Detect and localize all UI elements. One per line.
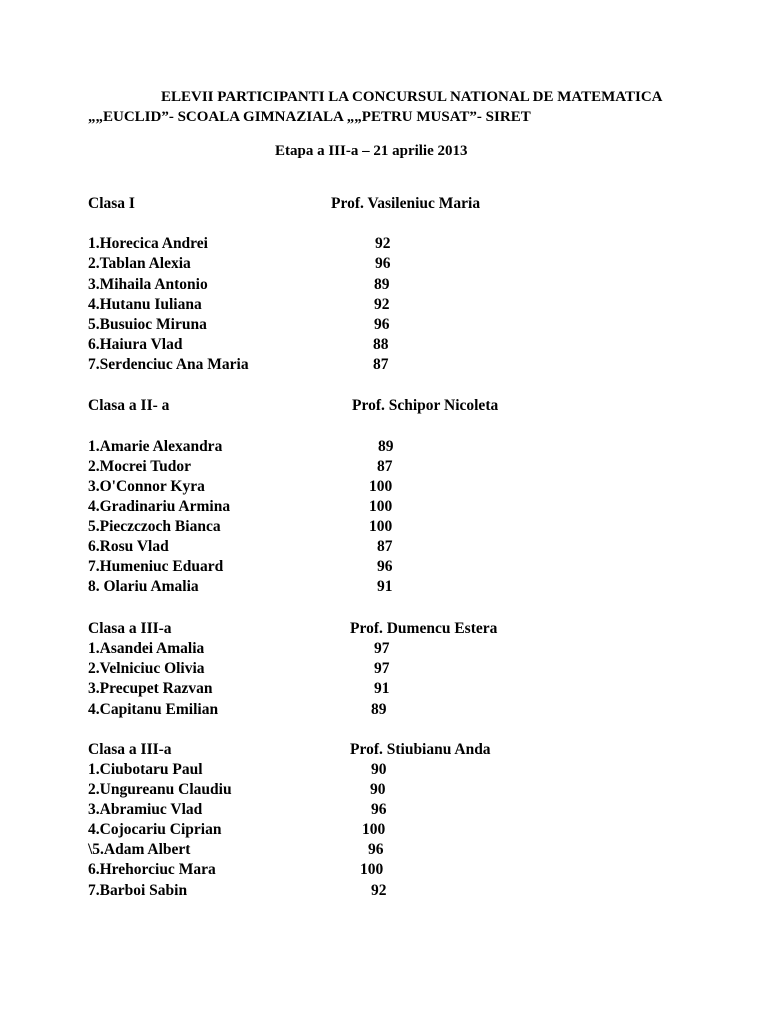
document-subtitle: Etapa a III-a – 21 aprilie 2013: [275, 143, 468, 159]
student-name: 6.Haiura Vlad: [88, 336, 183, 353]
student-score: 91: [374, 680, 390, 697]
student-name: 6.Hrehorciuc Mara: [88, 861, 216, 878]
document-title-line2: „„EUCLID”- SCOALA GIMNAZIALA „„PETRU MUSAT”- SIRET: [88, 109, 531, 125]
student-name: 4.Gradinariu Armina: [88, 498, 231, 515]
student-score: 87: [377, 538, 393, 555]
student-name: 1.Horecica Andrei: [88, 235, 208, 252]
student-score: 92: [375, 235, 391, 252]
student-score: 91: [377, 578, 393, 595]
student-name: 2.Velniciuc Olivia: [88, 660, 205, 677]
student-score: 96: [375, 255, 391, 272]
teacher-name: Prof. Dumencu Estera: [350, 620, 498, 637]
student-name: 3.Abramiuc Vlad: [88, 801, 203, 818]
teacher-name: Prof. Vasileniuc Maria: [331, 195, 481, 212]
student-score: 96: [368, 841, 384, 858]
class-label: Clasa a III-a: [88, 620, 172, 637]
class-label: Clasa I: [88, 195, 135, 212]
student-score: 100: [369, 498, 393, 515]
student-name: 1.Ciubotaru Paul: [88, 761, 203, 778]
student-score: 90: [371, 761, 387, 778]
student-name: 4.Hutanu Iuliana: [88, 296, 202, 313]
student-score: 97: [374, 660, 390, 677]
student-score: 92: [374, 296, 390, 313]
student-name: 7.Humeniuc Eduard: [88, 558, 224, 575]
student-score: 96: [377, 558, 393, 575]
student-name: \5.Adam Albert: [88, 841, 191, 858]
document-title-line1: ELEVII PARTICIPANTI LA CONCURSUL NATIONAL DE MATEMATICA: [161, 89, 663, 105]
student-score: 96: [371, 801, 387, 818]
student-score: 87: [373, 356, 389, 373]
student-score: 100: [362, 821, 386, 838]
student-score: 89: [374, 276, 390, 293]
student-score: 89: [371, 701, 387, 718]
teacher-name: Prof. Schipor Nicoleta: [352, 397, 499, 414]
student-score: 97: [374, 640, 390, 657]
student-score: 100: [369, 518, 393, 535]
student-name: 1.Amarie Alexandra: [88, 438, 223, 455]
student-score: 100: [360, 861, 384, 878]
student-name: 6.Rosu Vlad: [88, 538, 169, 555]
class-label: Clasa a II- a: [88, 397, 170, 414]
student-score: 96: [374, 316, 390, 333]
student-name: 4.Cojocariu Ciprian: [88, 821, 222, 838]
student-name: 1.Asandei Amalia: [88, 640, 205, 657]
student-score: 100: [369, 478, 393, 495]
student-score: 90: [370, 781, 386, 798]
student-name: 3.Precupet Razvan: [88, 680, 213, 697]
student-name: 3.O'Connor Kyra: [88, 478, 205, 495]
student-name: 2.Tablan Alexia: [88, 255, 191, 272]
student-score: 87: [377, 458, 393, 475]
student-name: 5.Busuioc Miruna: [88, 316, 207, 333]
student-score: 88: [373, 336, 389, 353]
teacher-name: Prof. Stiubianu Anda: [350, 741, 491, 758]
student-name: 7.Serdenciuc Ana Maria: [88, 356, 249, 373]
student-score: 92: [371, 882, 387, 899]
student-name: 2.Mocrei Tudor: [88, 458, 192, 475]
student-name: 4.Capitanu Emilian: [88, 701, 219, 718]
class-label: Clasa a III-a: [88, 741, 172, 758]
student-name: 2.Ungureanu Claudiu: [88, 781, 232, 798]
student-name: 5.Pieczczoch Bianca: [88, 518, 221, 535]
student-name: 8. Olariu Amalia: [88, 578, 199, 595]
student-name: 7.Barboi Sabin: [88, 882, 188, 899]
student-score: 89: [378, 438, 394, 455]
student-name: 3.Mihaila Antonio: [88, 276, 208, 293]
